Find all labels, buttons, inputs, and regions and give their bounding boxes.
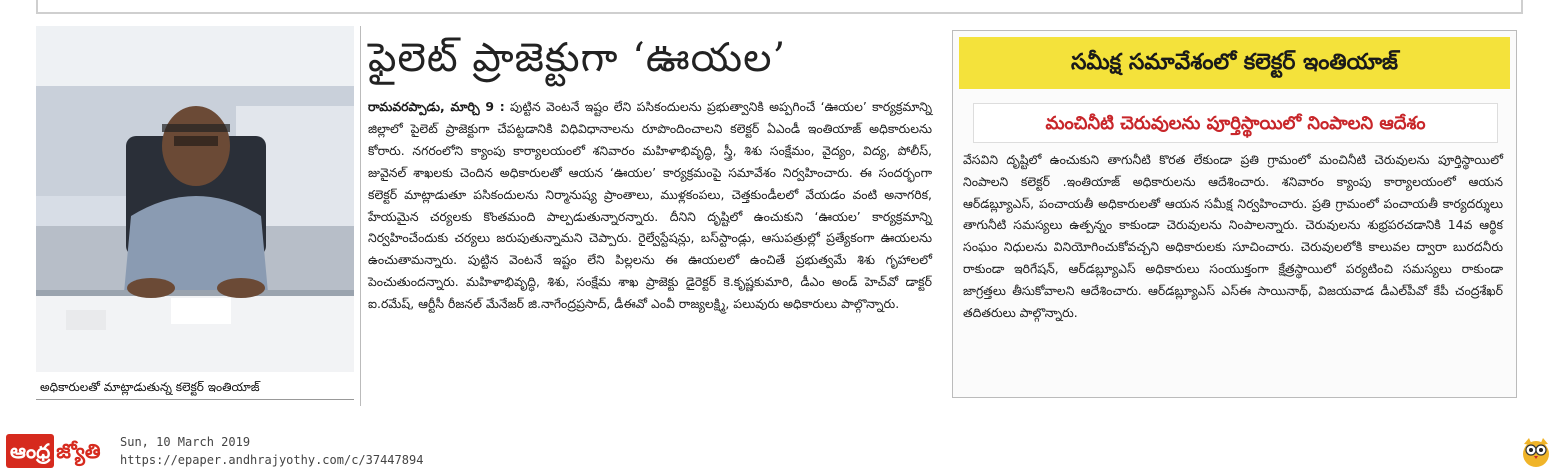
article-body (368, 96, 932, 315)
side-article-subtitle: మంచినీటి చెరువులను పూర్తిస్థాయిలో నింపాలని ఆదేశం (973, 103, 1498, 143)
article-headline: ఫైలెట్ ప్రాజెక్టుగా ‘ఊయల’ (368, 35, 787, 81)
clip-url[interactable]: https://epaper.andhrajyothy.com/c/37447894 (120, 453, 424, 467)
side-article (952, 30, 1517, 398)
owl-icon (1520, 434, 1552, 468)
side-article-title: సమీక్ష సమావేశంలో కలెక్టర్ ఇంతియాజ్ (959, 37, 1510, 89)
newspaper-clipping (22, 22, 1532, 417)
epaper-footer (0, 430, 1557, 474)
andhrajyothy-logo[interactable] (6, 434, 110, 468)
article-dateline: రామవరప్పాడు, మార్చి 9 : (368, 99, 505, 114)
article-body-text: పుట్టిన వెంటనే ఇష్టం లేని పసికందులను ప్రభుత్వానికి అప్పగించే ‘ఊయల’ కార్యక్రమాన్ని జిల్లాలో పైలెట్ ప్రాజెక్టుగా చేపట్టడానికి విధివిధానాలను రూపొందించాలని కలెక్టర్ ఏఎండీ ఇంతియాజ్ అధికారులను కోరారు. నగరంలోని క్యాంపు కార్యాలయంలో శనివారం మహిళాభివృద్ధి, స్త్రీ, శిశు సంక్షేమం, వైద్యం, విద్య, పోలీస్, జువైనల్ శాఖలకు చెందిన అధికారులతో ఆయన ‘ఊయల’ కార్యక్రమంపై సమావేశం నిర్వహించారు. ఈ సందర్భంగా కలెక్టర్ మాట్లాడుతూ పసికందులను నిర్మానుష్య ప్రాంతాలు, ముళ్లకంపలు, చెత్తకుండీలలో వేయడం వంటి అనాగరిక, హేయమైన చర్యలకు కొంతమంది పాల్పడుతున్నారన్నారు. దీనిని దృష్టిలో ఉంచుకుని ‘ఊయల’ కార్యక్రమాన్ని నిర్వహించేందుకు చర్యలు జరుపుతున్నామని చెప్పారు. రైల్వేస్టేషన్లు, బస్‌స్టాండ్లు, ఆసుపత్రుల్లో ప్రత్యేకంగా ఊయలను ఉంచుతామన్నారు. పుట్టిన వెంటనే ఇష్టం లేని పిల్లలను ఈ ఊయలలో ఉంచితే ప్రభుత్వమే శిశు గృహాలలో పెంచుతుందన్నారు. మహిళాభివృద్ధి, శిశు, సంక్షేమ శాఖ ప్రాజెక్టు డైరెక్టర్ కె.కృష్ణకుమారి, డీఎం అండ్ హెచ్‌వో డాక్టర్ ఐ.రమేష్, ఆర్టీసీ రీజనల్ మేనేజర్ జి.నాగేంద్రప్రసాద్, డీఈవో ఎంవీ రాజ్యలక్ష్మి, పలువురు అధికారులు పాల్గొన్నారు. (368, 99, 933, 312)
logo-part-2: జ్యోతి (56, 439, 101, 463)
side-article-body: వేసవిని దృష్టిలో ఉంచుకుని తాగునీటి కొరత లేకుండా ప్రతి గ్రామంలో మంచినీటి చెరువులను పూర్తిస్థాయిలో నింపాలని కలెక్టర్ .ఇంతియాజ్ అధికారులను ఆదేశించారు. శనివారం క్యాంపు కార్యాలయంలో ఆయన ఆర్‌డబ్ల్యూఎస్, పంచాయతీ అధికారులతో ఆయన సమీక్ష నిర్వహించారు. ప్రతి గ్రామంలో పంచాయతీ కార్యదర్శులు తాగునీటి సమస్యలు ఉత్పన్నం కాకుండా చెరువులను నింపాలన్నారు. చెరువులను శుభ్రపరచడానికి 14వ ఆర్థిక సంఘం నిధులను వినియోగించుకోవచ్చని అధికారులకు సూచించారు. చెరువులలోకి కాలువల ద్వారా బురదనీరు రాకుండా ఇరిగేషన్, ఆర్‌డబ్ల్యూఎస్ అధికారులు సంయుక్తంగా క్షేత్రస్థాయిలో పర్యటించి సమస్యలు రాకుండా జాగ్రత్తలు తీసుకోవాలని ఆదేశించారు. ఆర్‌డబ్ల్యూఎస్ ఎస్‌ఈ సాయినాథ్, విజయవాడ డీఎల్‌పీవో కేపీ చంద్రశేఖర్ తదితరులు పాల్గొన్నారు. (963, 152, 1503, 320)
column-divider (360, 26, 361, 406)
collector-photo-illustration (36, 26, 354, 372)
photo-caption: అధికారులతో మాట్లాడుతున్న కలెక్టర్ ఇంతియాజ్ (36, 374, 354, 400)
edition-date: Sun, 10 March 2019 (120, 435, 251, 449)
logo-part-1: ఆంధ్ర (6, 434, 54, 468)
page-top-border (36, 0, 1523, 14)
news-photo (36, 26, 354, 372)
